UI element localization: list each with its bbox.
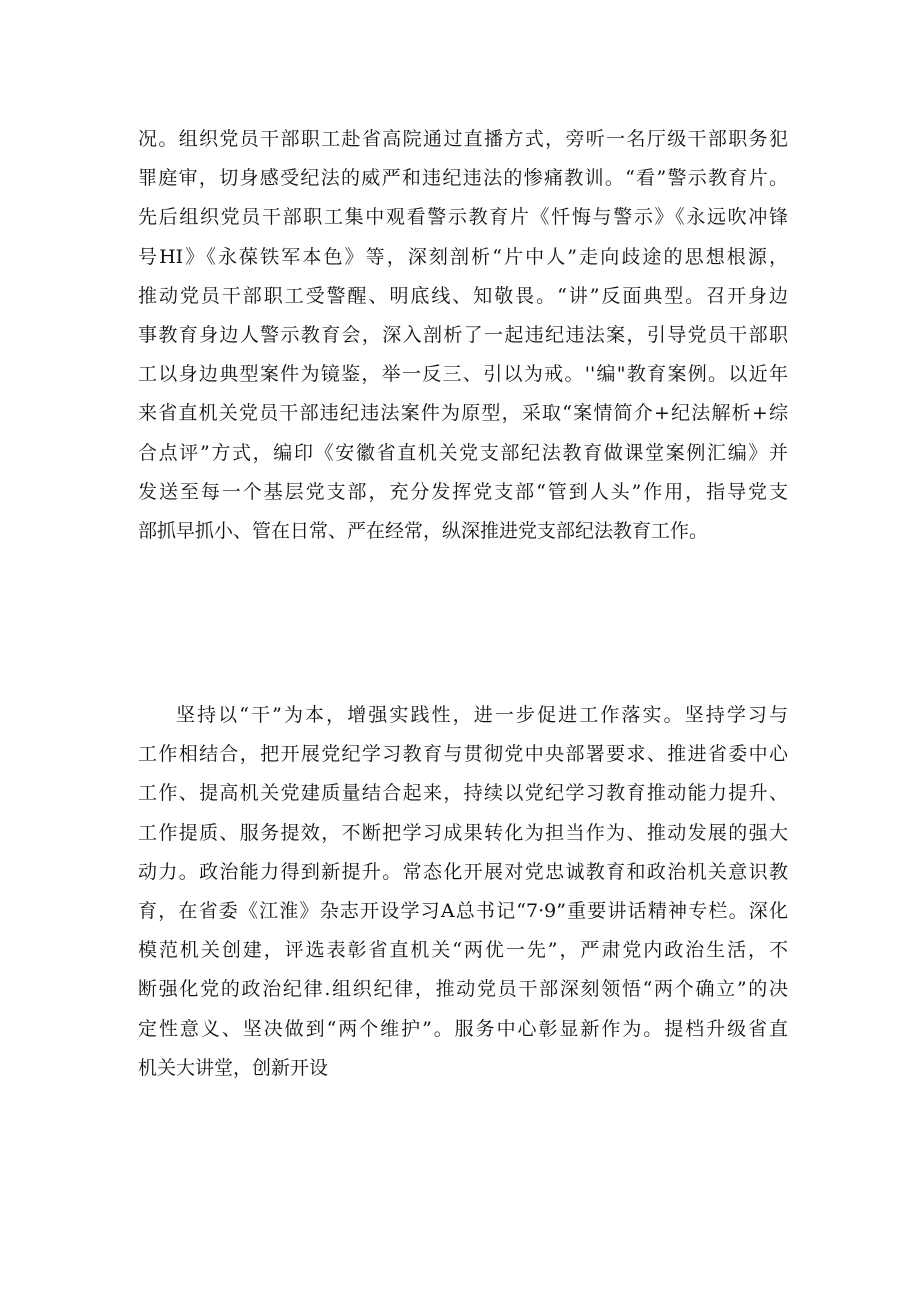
text-line: 先后组织党员干部职工集中观看警示教育片《忏悔与警示》《永远吹冲锋 — [138, 206, 788, 229]
text-line: 动力。政治能力得到新提升。常态化开展对党忠诚教育和政治机关意识教 — [138, 860, 788, 883]
text-line: 工作、提高机关党建质量结合起来，持续以党纪学习教育推动能力提升、 — [138, 782, 788, 805]
body-paragraph-practice — [138, 696, 788, 1088]
body-paragraph-warning-education — [138, 120, 788, 551]
text-line: 来省直机关党员干部违纪违法案件为原型，采取“案情简介+纪法解析+综 — [138, 402, 788, 425]
text-line: 号HI》《永葆铁军本色》等，深刻剖析“片中人”走向歧途的思想根源， — [138, 245, 788, 268]
text-line: 工作提质、服务提效，不断把学习成果转化为担当作为、推动发展的强大 — [138, 821, 788, 844]
text-line: 推动党员干部职工受警醒、明底线、知敬畏。“讲”反面典型。召开身边 — [138, 284, 788, 307]
text-line: 部抓早抓小、管在日常、严在经常，纵深推进党支部纪法教育工作。 — [138, 519, 709, 542]
text-line-first-indented: 坚持以“干”为本，增强实践性，进一步促进工作落实。坚持学习与 — [176, 704, 788, 726]
text-line: 况。组织党员干部职工赴省高院通过直播方式，旁听一名厅级干部职务犯 — [138, 128, 788, 150]
text-line: 事教育身边人警示教育会，深入剖析了一起违纪违法案，引导党员干部职 — [138, 323, 788, 346]
text-line: 工作相结合，把开展党纪学习教育与贯彻党中央部署要求、推进省委中心 — [138, 743, 788, 766]
text-line: 断强化党的政治纪律.组织纪律，推动党员干部深刻领悟“两个确立”的决 — [138, 978, 788, 1001]
text-line: 罪庭审，切身感受纪法的威严和违纪违法的惨痛教训。“看”警示教育片。 — [138, 167, 788, 190]
text-line: 发送至每一个基层党支部，充分发挥党支部“管到人头”作用，指导党支 — [138, 480, 788, 503]
text-line: 机关大讲堂，创新开设 — [138, 1056, 329, 1079]
text-line: 合点评”方式，编印《安徽省直机关党支部纪法教育做课堂案例汇编》并 — [138, 441, 788, 464]
text-line: 工以身边典型案件为镜鉴，举一反三、引以为戒。''编"教育案例。以近年 — [138, 363, 788, 386]
text-line: 模范机关创建，评选表彰省直机关“两优一先”，严肃党内政治生活，不 — [138, 939, 788, 962]
text-line: 育，在省委《江淮》杂志开设学习A总书记“7·9”重要讲话精神专栏。深化 — [138, 899, 788, 922]
text-line: 定性意义、坚决做到“两个维护”。服务中心彰显新作为。提档升级省直 — [138, 1017, 788, 1040]
